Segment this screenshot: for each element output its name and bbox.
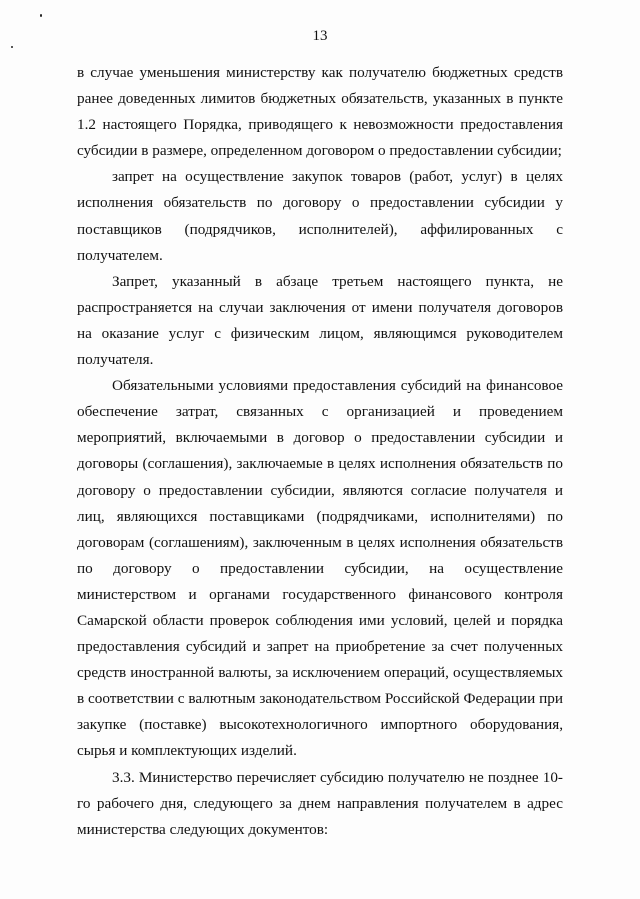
paragraph-ban-exception: Запрет, указанный в абзаце третьем настоящего пункта, не распространяется на случаи заключения от имени получателя договоров на оказание услуг с физическим лицом, являющимся руководителем получателя. bbox=[77, 272, 563, 369]
paragraph-procurement-ban: запрет на осуществление закупок товаров (работ, услуг) в целях исполнения обязательств по договору о предоставлении субсидии у поставщиков (подрядчиков, исполнителей), аффилированных с получателем. bbox=[77, 168, 563, 264]
paragraph-3-3: 3.3. Министерство перечисляет субсидию получателю не позднее 10-го рабочего дня, следующего за днем направления получателем в адрес министерства следующих документов: bbox=[77, 768, 563, 838]
document-body bbox=[77, 60, 563, 843]
paragraph-mandatory-conditions: Обязательными условиями предоставления субсидий на финансовое обеспечение затрат, связанных с организацией и проведением мероприятий, включаемыми в договор о предоставлении субсидии и договоры (соглашения), заключаемые в целях исполнения обязательств по договору о предоставлении субсидии, являются согласие получателя и лиц, являющихся поставщиками (подрядчиками, исполнителями) по договорам (соглашениям), заключенным в целях исполнения обязательств по договору о предоставлении субсидии, на осуществление министерством и органами государственного финансового контроля Самарской области проверок соблюдения ими условий, целей и порядка предоставления субсидий и запрет на приобретение за счет полученных средств иностранной валюты, за исключением операций, осуществляемых в соответствии с валютным законодательством Российской Федерации при закупке (поставке) высокотехнологичного импортного оборудования, сырья и комплектующих изделий. bbox=[77, 377, 563, 760]
page-number: 13 bbox=[312, 28, 328, 44]
scan-speck bbox=[40, 14, 42, 17]
scan-speck bbox=[11, 46, 13, 48]
paragraph-budget-limits: в случае уменьшения министерству как получателю бюджетных средств ранее доведенных лимитов бюджетных обязательств, указанных в пункте 1.2 настоящего Порядка, приводящего к невозможности предоставления субсидии в размере, определенном договором о предоставлении субсидии; bbox=[77, 64, 563, 160]
